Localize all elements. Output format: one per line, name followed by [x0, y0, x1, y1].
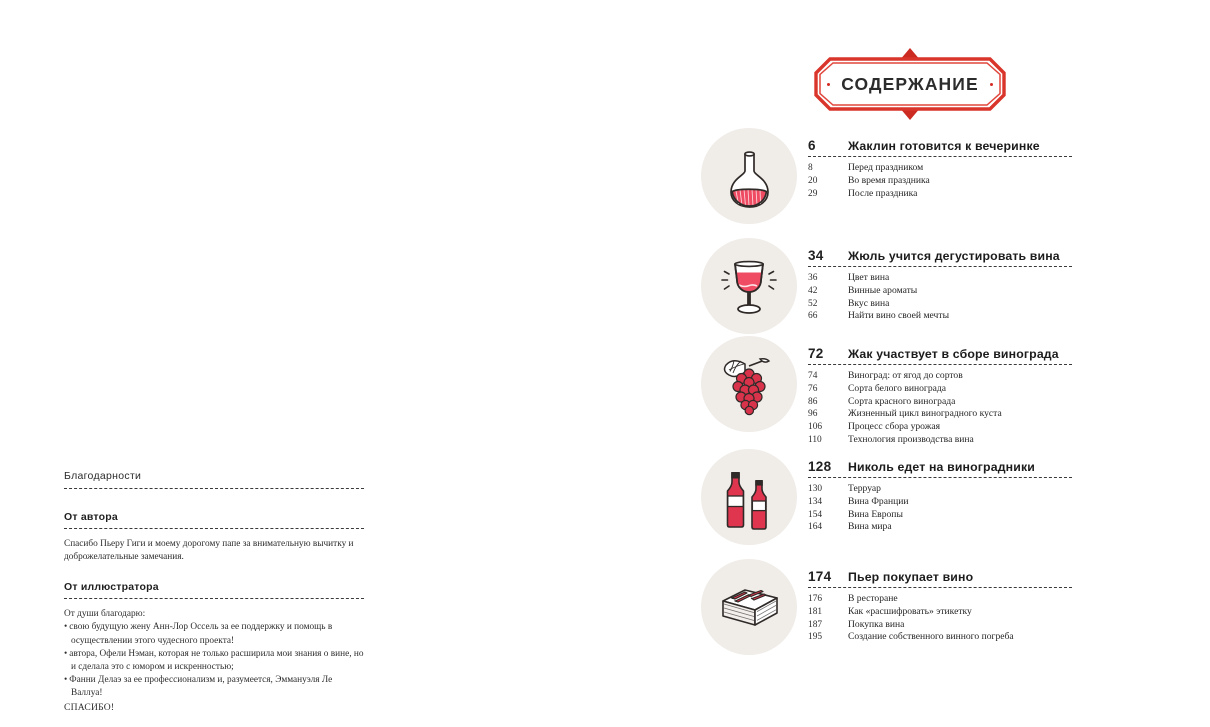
entry-page-number: 134 [808, 496, 823, 507]
entry-title: Создание собственного винного погреба [848, 631, 1014, 643]
chapter-heading[interactable] [808, 248, 1140, 263]
toc-entry[interactable] [808, 310, 1140, 323]
entry-page-number: 36 [808, 273, 818, 283]
from-illustrator-heading: От иллюстратора [64, 580, 159, 593]
grape-cluster-icon [701, 336, 797, 432]
toc-entry[interactable] [808, 383, 1140, 396]
chapter-heading[interactable] [808, 569, 1140, 584]
divider-dashed [808, 477, 1072, 478]
chapter-icon-cell [690, 128, 808, 224]
list-item-text: Фанни Делаэ за ее профессионализм и, разумеется, Эммануэля Ле Валлуа! [69, 675, 333, 699]
entry-title: Технология производства вина [848, 433, 974, 445]
contents-page [690, 0, 1140, 727]
toc-entry[interactable] [808, 521, 1140, 534]
entry-title: Вина мира [848, 521, 892, 533]
chapter-text-cell [808, 128, 1140, 200]
toc-entry[interactable] [808, 631, 1140, 644]
toc-chapter-row[interactable] [690, 559, 1140, 669]
entry-title: Цвет вина [848, 272, 890, 283]
chapter-text-cell [808, 449, 1140, 534]
entry-title: Найти вино своей мечты [848, 310, 950, 322]
entry-page-number: 187 [808, 619, 823, 630]
toc-entry[interactable] [808, 509, 1140, 522]
toc-chapter-row[interactable] [690, 336, 1140, 449]
entry-page-number: 181 [808, 606, 823, 617]
entry-page-number: 66 [808, 311, 818, 322]
chapter-title: Жак участвует в сборе винограда [848, 347, 1059, 361]
page-title: СОДЕРЖАНИЕ [841, 73, 979, 94]
chapter-text-cell [808, 336, 1140, 447]
entry-page-number: 8 [808, 163, 813, 173]
toc-chapter-row[interactable] [690, 128, 1140, 238]
toc-entry[interactable] [808, 421, 1140, 434]
chapter-icon-cell [690, 238, 808, 334]
toc-entry[interactable] [808, 272, 1140, 285]
entry-title: Винные ароматы [848, 284, 918, 296]
toc-entry[interactable] [808, 606, 1140, 619]
toc-entry[interactable] [808, 483, 1140, 496]
entry-title: Вина Европы [848, 508, 903, 520]
entry-title: Терруар [848, 483, 881, 494]
entry-title: Сорта белого винограда [848, 382, 947, 394]
entry-title: Виноград: от ягод до сортов [848, 370, 963, 381]
chapter-page-number: 6 [808, 138, 816, 153]
divider-dashed [808, 156, 1072, 157]
entry-page-number: 96 [808, 409, 818, 420]
entry-title: После праздника [848, 187, 918, 199]
acknowledgements-title: Благодарности [64, 470, 142, 482]
chapter-text-cell [808, 559, 1140, 644]
toc-entry[interactable] [808, 593, 1140, 606]
divider-dashed [808, 364, 1072, 365]
entry-page-number: 106 [808, 422, 823, 432]
chapter-icon-cell [690, 449, 808, 545]
entry-page-number: 110 [808, 434, 822, 445]
entry-title: Вкус вина [848, 297, 890, 309]
toc-entry[interactable] [808, 298, 1140, 311]
acknowledgements-page [64, 470, 364, 714]
list-item-text: свою будущую жену Анн-Лор Оссель за ее поддержку и помощь в осуществлении этого чудесного проекта! [69, 622, 333, 646]
entry-page-number: 42 [808, 285, 818, 296]
toc-entry[interactable] [808, 162, 1140, 175]
chapter-text-cell [808, 238, 1140, 323]
list-item [64, 621, 364, 647]
entry-title: Покупка вина [848, 618, 905, 630]
wine-crate-icon [701, 559, 797, 655]
chapter-heading[interactable] [808, 459, 1140, 474]
from-author-paragraph: Спасибо Пьеру Гиги и моему дорогому папе за внимательную вычитку и доброжелательные замечания. [64, 539, 354, 563]
entry-page-number: 29 [808, 188, 818, 199]
list-item-text: автора, Офели Нэман, которая не только расширила мои знания о вине, но и сделала это с юмором и искренностью; [69, 648, 364, 672]
wine-bottles-icon [701, 449, 797, 545]
toc-entry[interactable] [808, 285, 1140, 298]
toc-entry[interactable] [808, 175, 1140, 188]
entry-title: В ресторане [848, 593, 898, 604]
chapter-page-number: 34 [808, 248, 824, 263]
divider-dashed [808, 587, 1072, 588]
wine-glass-icon [701, 238, 797, 334]
toc-entry[interactable] [808, 370, 1140, 383]
entry-title: Перед праздником [848, 162, 924, 173]
chapter-title: Жаклин готовится к вечеринке [848, 139, 1040, 153]
toc-entry[interactable] [808, 408, 1140, 421]
chapter-title: Николь едет на виноградники [848, 460, 1035, 474]
toc-entry[interactable] [808, 434, 1140, 447]
bullet-glyph: • [64, 622, 68, 633]
divider-dashed [808, 266, 1072, 267]
chapter-icon-cell [690, 559, 808, 655]
chapter-page-number: 72 [808, 346, 824, 361]
entry-page-number: 20 [808, 175, 818, 186]
bullet-glyph: • [64, 648, 68, 659]
toc-entry[interactable] [808, 396, 1140, 409]
entry-page-number: 52 [808, 298, 818, 309]
toc-chapter-row[interactable] [690, 449, 1140, 559]
entry-title: Процесс сбора урожая [848, 421, 941, 432]
toc-entry[interactable] [808, 188, 1140, 201]
entry-title: Сорта красного винограда [848, 395, 956, 407]
illustrator-thanks-list [64, 621, 364, 700]
list-item [64, 674, 364, 700]
entry-page-number: 86 [808, 396, 818, 407]
entry-page-number: 195 [808, 632, 823, 643]
from-author-heading: От автора [64, 511, 118, 523]
chapter-page-number: 128 [808, 459, 832, 474]
entry-page-number: 74 [808, 371, 818, 381]
entry-title: Как «расшифровать» этикетку [848, 605, 972, 617]
toc-chapter-row[interactable] [690, 238, 1140, 336]
toc-entry[interactable] [808, 496, 1140, 509]
chapter-heading[interactable] [808, 138, 1140, 153]
list-item [64, 648, 364, 674]
chapter-page-number: 174 [808, 569, 832, 584]
from-illustrator-intro: От души благодарю: [64, 608, 146, 619]
table-of-contents [690, 128, 1140, 669]
entry-title: Вина Франции [848, 495, 909, 507]
entry-page-number: 176 [808, 594, 823, 604]
wine-decanter-icon [701, 128, 797, 224]
entry-page-number: 76 [808, 383, 818, 394]
entry-title: Во время праздника [848, 174, 930, 186]
chapter-title: Жюль учится дегустировать вина [848, 249, 1060, 263]
banner-inner-frame [820, 63, 1000, 105]
toc-entry[interactable] [808, 619, 1140, 632]
entry-page-number: 164 [808, 522, 823, 533]
chapter-heading[interactable] [808, 346, 1140, 361]
entry-page-number: 154 [808, 509, 823, 520]
entry-title: Жизненный цикл виноградного куста [848, 408, 1002, 420]
bullet-glyph: • [64, 675, 68, 686]
chapter-title: Пьер покупает вино [848, 570, 974, 584]
thanks-closing: СПАСИБО! [64, 701, 115, 713]
entry-page-number: 130 [808, 484, 823, 494]
chapter-icon-cell [690, 336, 808, 432]
contents-banner [808, 48, 1012, 120]
